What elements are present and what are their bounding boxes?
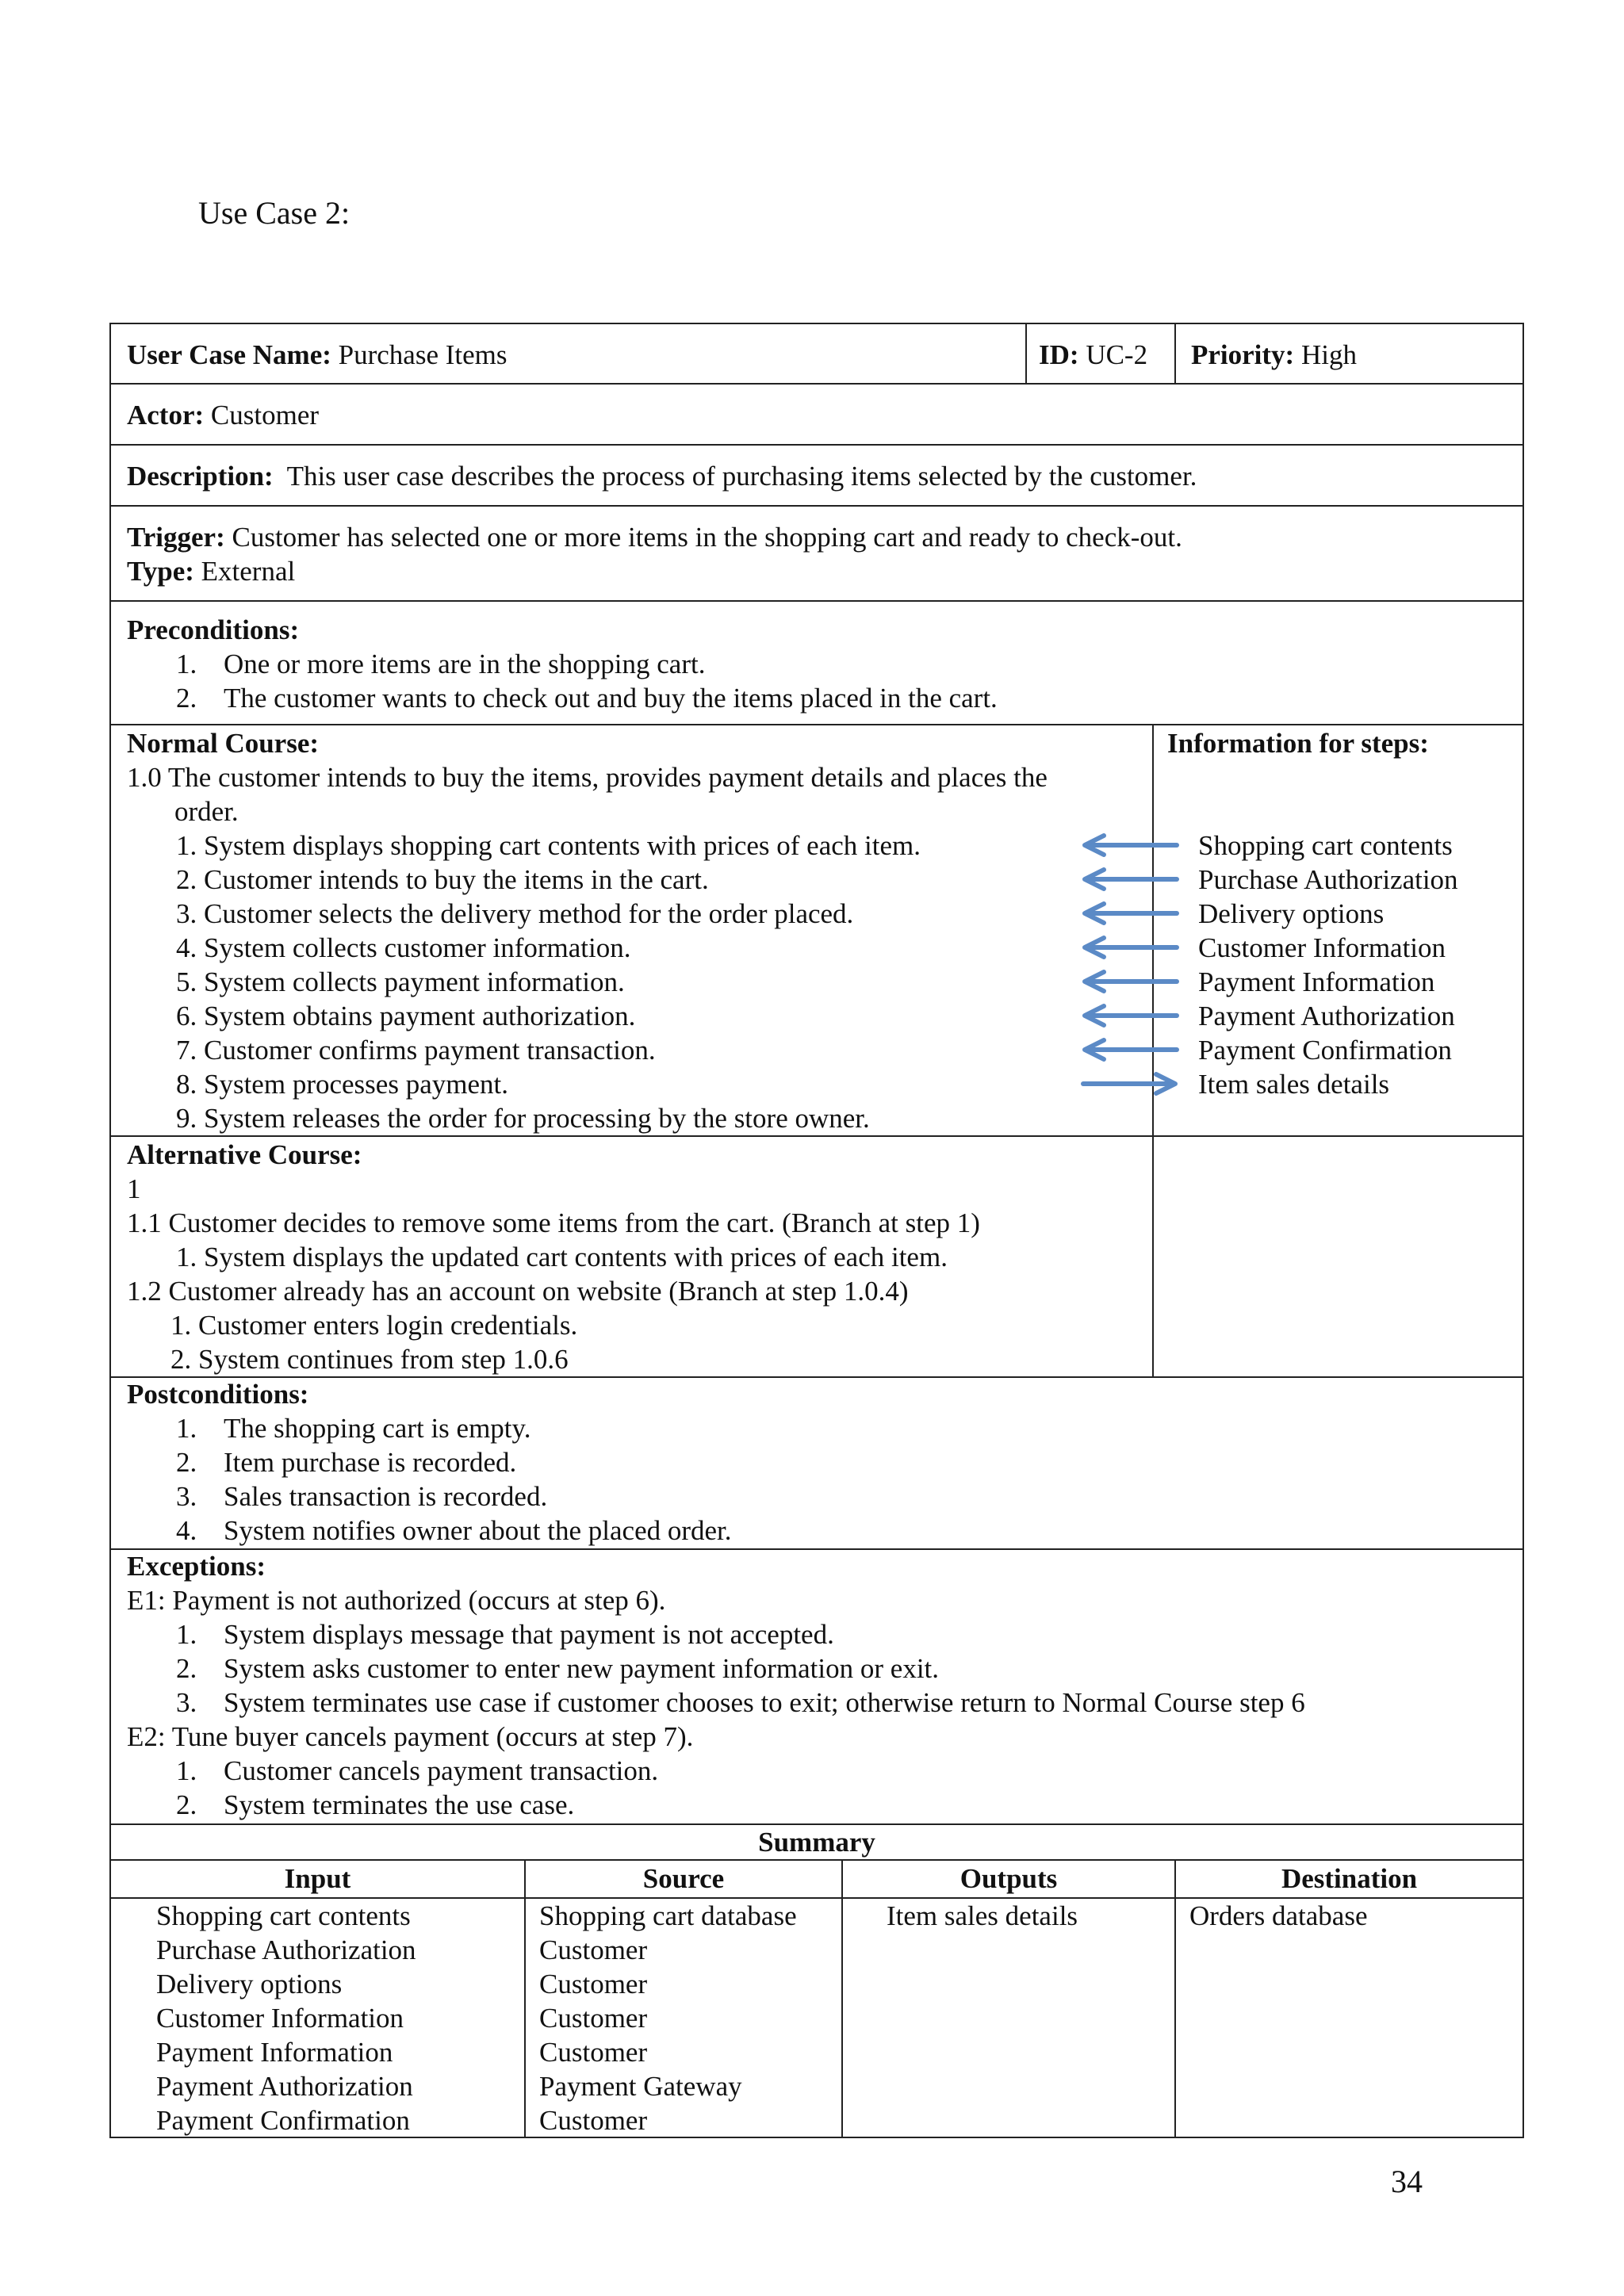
- exceptions-title: Exceptions:: [127, 1551, 266, 1582]
- column-divider: [524, 1859, 526, 2138]
- information-title: Information for steps:: [1167, 728, 1429, 759]
- row-divider: [109, 383, 1524, 385]
- column-divider: [841, 1859, 843, 2138]
- arrow-left-icon: [1085, 870, 1177, 889]
- row-divider: [109, 724, 1524, 725]
- postconditions-title: Postconditions:: [127, 1379, 309, 1410]
- summary-output-cell: Item sales details: [887, 1900, 1078, 1931]
- trigger-label: Trigger:: [127, 522, 225, 553]
- column-divider: [1174, 323, 1176, 385]
- list-item: 9. System releases the order for processing by the store owner.: [176, 1103, 870, 1134]
- information-item: Payment Authorization: [1198, 1001, 1455, 1031]
- summary-input-cell: Customer Information: [156, 2003, 404, 2034]
- normal-course-intro: order.: [174, 796, 239, 827]
- list-item-number: 1.: [176, 1619, 197, 1650]
- summary-source-cell: Customer: [539, 2003, 648, 2034]
- list-item: The customer wants to check out and buy the items placed in the cart.: [224, 683, 998, 714]
- list-item: 6. System obtains payment authorization.: [176, 1001, 636, 1031]
- summary-title: Summary: [758, 1827, 875, 1858]
- exception-e1: E1: Payment is not authorized (occurs at step 6).: [127, 1585, 666, 1616]
- alternative-course-line: 1. Customer enters login credentials.: [170, 1310, 578, 1341]
- use-case-name-label: User Case Name:: [127, 339, 331, 370]
- row-divider: [109, 1859, 1524, 1861]
- summary-input-cell: Delivery options: [156, 1969, 343, 1999]
- information-item: Shopping cart contents: [1198, 830, 1453, 861]
- description-value: This user case describes the process of purchasing items selected by the customer.: [286, 461, 1197, 492]
- list-item: The shopping cart is empty.: [224, 1413, 531, 1444]
- arrow-left-icon: [1085, 938, 1177, 957]
- information-item: Purchase Authorization: [1198, 864, 1458, 895]
- preconditions-title: Preconditions:: [127, 614, 300, 645]
- list-item: 5. System collects payment information.: [176, 966, 625, 997]
- summary-input-cell: Shopping cart contents: [156, 1900, 411, 1931]
- summary-destination-cell: Orders database: [1189, 1900, 1368, 1931]
- summary-header-input: Input: [284, 1863, 351, 1894]
- list-item: System terminates the use case.: [224, 1789, 575, 1820]
- summary-source-cell: Customer: [539, 1969, 648, 1999]
- list-item-number: 2.: [176, 1789, 197, 1820]
- normal-course-title: Normal Course:: [127, 728, 320, 759]
- page-number: 34: [1391, 2164, 1423, 2199]
- description-label: Description:: [127, 461, 274, 492]
- summary-header-source: Source: [642, 1863, 725, 1894]
- information-item: Customer Information: [1198, 932, 1446, 963]
- list-item: Sales transaction is recorded.: [224, 1481, 548, 1512]
- actor-label: Actor:: [127, 400, 205, 430]
- alternative-course-line: 2. System continues from step 1.0.6: [170, 1344, 569, 1375]
- actor-row: [127, 398, 319, 432]
- arrow-left-icon: [1085, 1040, 1177, 1059]
- list-item-number: 1.: [176, 649, 197, 679]
- information-item: Delivery options: [1198, 898, 1385, 929]
- list-item: System asks customer to enter new payment information or exit.: [224, 1653, 940, 1684]
- exception-e2: E2: Tune buyer cancels payment (occurs at step 7).: [127, 1721, 694, 1752]
- list-item: 4. System collects customer information.: [176, 932, 631, 963]
- priority-label: Priority:: [1191, 339, 1295, 370]
- alternative-course-line: 1. System displays the updated cart contents with prices of each item.: [176, 1242, 948, 1272]
- column-divider: [1174, 1859, 1176, 2138]
- priority-value: High: [1300, 339, 1357, 370]
- alternative-course-line: 1.2 Customer already has an account on website (Branch at step 1.0.4): [127, 1276, 909, 1307]
- row-divider: [109, 1376, 1524, 1378]
- table-border-right: [1522, 323, 1524, 2138]
- arrow-left-icon: [1085, 972, 1177, 991]
- column-divider: [1025, 323, 1027, 385]
- arrow-left-icon: [1085, 1006, 1177, 1025]
- list-item-number: 2.: [176, 683, 197, 714]
- list-item: 7. Customer confirms payment transaction.: [176, 1035, 656, 1066]
- alternative-course-title: Alternative Course:: [127, 1139, 362, 1170]
- summary-input-cell: Payment Authorization: [156, 2071, 413, 2102]
- list-item-number: 3.: [176, 1687, 197, 1718]
- summary-header-outputs: Outputs: [959, 1863, 1058, 1894]
- type-row: [127, 554, 295, 588]
- row-divider: [109, 600, 1524, 602]
- summary-source-cell: Customer: [539, 2037, 648, 2068]
- list-item: 1. System displays shopping cart contents with prices of each item.: [176, 830, 921, 861]
- list-item: System terminates use case if customer chooses to exit; otherwise return to Normal Course step 6: [224, 1687, 1305, 1718]
- list-item-number: 4.: [176, 1515, 197, 1546]
- trigger-row: [127, 520, 1182, 554]
- list-item: One or more items are in the shopping cart.: [224, 649, 706, 679]
- type-value: External: [201, 556, 296, 587]
- arrow-left-icon: [1085, 836, 1177, 855]
- information-item: Item sales details: [1198, 1069, 1390, 1100]
- row-divider: [109, 444, 1524, 446]
- alternative-course-line: 1: [127, 1173, 141, 1204]
- trigger-value: Customer has selected one or more items in the shopping cart and ready to check-out.: [232, 522, 1182, 553]
- use-case-priority: [1191, 338, 1357, 372]
- normal-course-intro: 1.0 The customer intends to buy the items, provides payment details and places the: [127, 762, 1048, 793]
- actor-value: Customer: [210, 400, 320, 430]
- summary-source-cell: Customer: [539, 1934, 648, 1965]
- row-divider: [109, 1135, 1524, 1137]
- use-case-name: [127, 338, 508, 372]
- list-item-number: 3.: [176, 1481, 197, 1512]
- summary-source-cell: Customer: [539, 2105, 648, 2136]
- row-divider: [109, 505, 1524, 507]
- use-case-name-value: Purchase Items: [338, 339, 508, 370]
- list-item-number: 2.: [176, 1653, 197, 1684]
- list-item-number: 2.: [176, 1447, 197, 1478]
- table-border-top: [109, 323, 1524, 324]
- use-case-id-value: UC-2: [1086, 339, 1148, 370]
- alternative-course-line: 1.1 Customer decides to remove some items from the cart. (Branch at step 1): [127, 1207, 980, 1238]
- summary-input-cell: Payment Confirmation: [156, 2105, 410, 2136]
- list-item: Item purchase is recorded.: [224, 1447, 517, 1478]
- summary-header-destination: Destination: [1281, 1863, 1418, 1894]
- list-item: System displays message that payment is not accepted.: [224, 1619, 834, 1650]
- arrow-right-icon: [1083, 1074, 1175, 1093]
- information-item: Payment Information: [1198, 966, 1435, 997]
- information-arrows: [1071, 825, 1189, 1094]
- row-divider: [109, 1548, 1524, 1550]
- information-item: Payment Confirmation: [1198, 1035, 1452, 1066]
- list-item: System notifies owner about the placed order.: [224, 1515, 732, 1546]
- summary-source-cell: Payment Gateway: [539, 2071, 742, 2102]
- use-case-id: [1039, 338, 1147, 372]
- description-row: [127, 459, 1197, 493]
- summary-input-cell: Payment Information: [156, 2037, 393, 2068]
- arrow-left-icon: [1085, 904, 1177, 923]
- list-item: Customer cancels payment transaction.: [224, 1755, 659, 1786]
- list-item-number: 1.: [176, 1755, 197, 1786]
- list-item-number: 1.: [176, 1413, 197, 1444]
- summary-source-cell: Shopping cart database: [539, 1900, 797, 1931]
- use-case-id-label: ID:: [1039, 339, 1079, 370]
- page-heading: Use Case 2:: [198, 195, 350, 231]
- type-label: Type:: [127, 556, 194, 587]
- list-item: 2. Customer intends to buy the items in the cart.: [176, 864, 709, 895]
- list-item: 8. System processes payment.: [176, 1069, 508, 1100]
- list-item: 3. Customer selects the delivery method for the order placed.: [176, 898, 854, 929]
- summary-input-cell: Purchase Authorization: [156, 1934, 416, 1965]
